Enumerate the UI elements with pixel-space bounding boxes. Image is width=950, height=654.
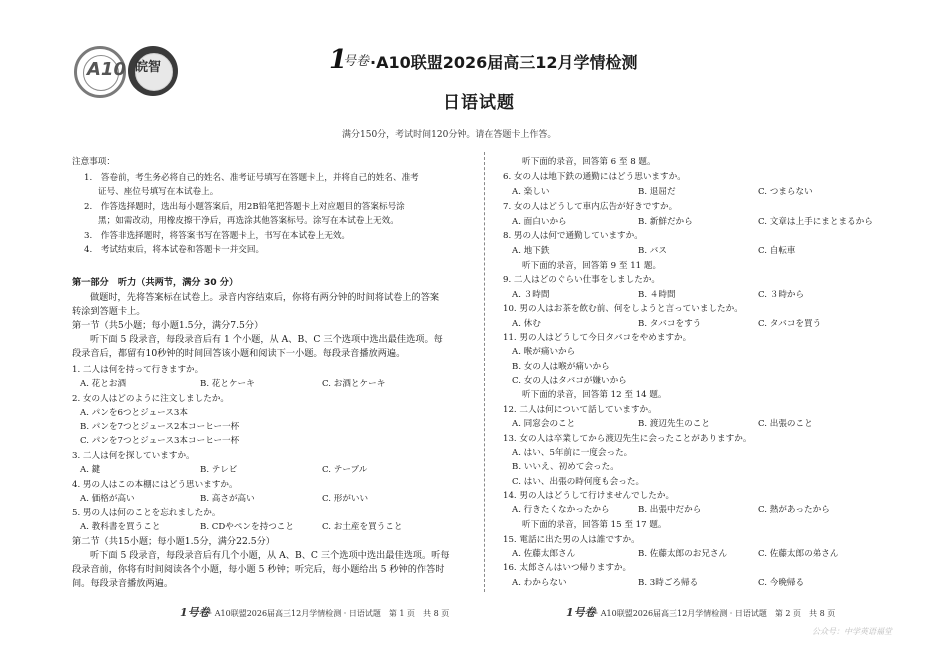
option-16a: A. わからない	[512, 578, 567, 588]
question-14: 14. 男の人はどうして行けませんでしたか。	[503, 491, 675, 501]
listen-instruction-9-11: 听下面的录音，回答第 9 至 11 题。	[522, 261, 662, 271]
option-7b: B. 新鮮だから	[638, 217, 693, 227]
option-10c: C. タバコを買う	[758, 319, 822, 329]
notes-heading: 注意事项：	[72, 157, 115, 167]
option-2b: B. パンを7つとジュース2本コーヒー一杯	[80, 422, 240, 432]
part1-heading: 第一部分 听力（共两节，满分 30 分）	[72, 277, 239, 288]
section2-heading: 第二节（共15小题；每小题1.5分，满分22.5分）	[72, 536, 275, 547]
footer-right	[566, 604, 835, 620]
question-9: 9. 二人はどのぐらい仕事をしましたか。	[503, 275, 661, 285]
option-4a: A. 価格が高い	[80, 494, 135, 504]
part1-intro-line: 做题时，先将答案标在试卷上。录音内容结束后，你将有两分钟的时间将试卷上的答案	[90, 292, 440, 303]
brand-logo-mark: 1	[329, 45, 348, 75]
option-3b: B. テレビ	[200, 465, 238, 475]
option-14a: A. 行きたくなかったから	[512, 505, 610, 515]
option-10b: B. タバコをすう	[638, 319, 702, 329]
question-12: 12. 二人は何について話していますか。	[503, 405, 657, 415]
section1-heading: 第一节（共5小题；每小题1.5分，满分7.5分）	[72, 320, 264, 331]
footer-right-brand: 1号卷	[566, 606, 596, 619]
section2-intro-line: 段录音前，你将有时间阅读各个小题，每小题 5 秒钟；听完后，每小题给出 5 秒钟的作答时	[72, 564, 445, 575]
option-6a: A. 楽しい	[512, 187, 550, 197]
option-11a: A. 喉が痛いから	[512, 347, 576, 357]
option-16c: C. 今晩帰る	[758, 578, 805, 588]
notes-line: 黑；如需改动，用橡皮擦干净后，再选涂其他答案标号。涂写在本试卷上无效。	[98, 216, 399, 226]
option-15c: C. 佐藤太郎の弟さん	[758, 549, 839, 559]
wanzhi-education-seal-logo	[128, 46, 178, 96]
question-1: 1. 二人は何を持って行きますか。	[72, 365, 204, 375]
option-4c: C. 形がいい	[322, 494, 369, 504]
question-6: 6. 女の人は地下鉄の通勤にはどう思いますか。	[503, 172, 686, 182]
option-14c: C. 熱があったから	[758, 505, 830, 515]
brand-logo	[329, 45, 371, 75]
option-9a: A. ３時間	[512, 290, 550, 300]
column-divider	[484, 152, 485, 592]
alliance-seal-mark: A10	[87, 59, 126, 80]
option-15a: A. 佐藤太郎さん	[512, 549, 576, 559]
notes-line: 4. 考试结束后，将本试卷和答题卡一并交回。	[84, 245, 265, 255]
option-16b: B. 3時ごろ帰る	[638, 578, 699, 588]
brand-logo-text: 号卷	[343, 54, 370, 69]
option-2a: A. パンを6つとジュース3本	[80, 408, 188, 418]
question-11: 11. 男の人はどうして今日タバコをやめますか。	[503, 333, 692, 343]
wanzhi-seal-mark: 皖智	[135, 60, 162, 75]
footer-right-text: · A10联盟2026届高三12月学情检测 · 日语试题 第 2 页 共 8 页	[595, 609, 836, 618]
option-8c: C. 自転車	[758, 246, 796, 256]
option-10a: A. 休む	[512, 319, 541, 329]
option-15b: B. 佐藤太郎のお兄さん	[638, 549, 728, 559]
question-8: 8. 男の人は何で通勤していますか。	[503, 231, 643, 241]
option-8b: B. バス	[638, 246, 667, 256]
notes-line: 1. 答卷前，考生务必将自己的姓名、准考证号填写在答题卡上，并将自己的姓名、准考	[84, 173, 419, 183]
listen-instruction-15-17: 听下面的录音，回答第 15 至 17 题。	[522, 520, 667, 530]
option-7c: C. 文章は上手にまとまるから	[758, 217, 873, 227]
option-9b: B. ４時間	[638, 290, 676, 300]
question-15: 15. 電話に出た男の人は誰ですか。	[503, 535, 640, 545]
section2-intro-line: 听下面 5 段录音，每段录音后有几个小题，从 A、B、C 三个选项中选出最佳选项。听每	[90, 550, 450, 561]
exam-intro: 满分150分，考试时间120分钟。请在答题卡上作答。	[342, 130, 557, 140]
footer-left-text: · A10联盟2026届高三12月学情检测 · 日语试题 第 1 页 共 8 页	[209, 609, 450, 618]
footer-left-brand: 1号卷	[180, 606, 210, 619]
footer-left	[180, 604, 449, 620]
section2-intro-line: 间。每段录音播放两遍。	[72, 578, 174, 589]
notes-line: 证号、座位号填写在本试卷上。	[98, 187, 219, 197]
question-3: 3. 二人は何を探していますか。	[72, 451, 195, 461]
question-5: 5. 男の人は何のことを忘れましたか。	[72, 508, 221, 518]
part1-intro-line: 转涂到答题卡上。	[72, 306, 146, 317]
option-12c: C. 出張のこと	[758, 419, 813, 429]
option-14b: B. 出張中だから	[638, 505, 702, 515]
option-5a: A. 教科書を買うこと	[80, 522, 161, 532]
option-1b: B. 花とケーキ	[200, 379, 255, 389]
option-13b: B. いいえ、初めて会った。	[512, 462, 619, 472]
option-12b: B. 渡辺先生のこと	[638, 419, 710, 429]
option-3a: A. 鍵	[80, 465, 101, 475]
option-2c: C. パンを7つとジュース3本コーヒー一杯	[80, 436, 240, 446]
option-8a: A. 地下鉄	[512, 246, 550, 256]
section1-intro-line: 段录音后，都留有10秒钟的时间回答该小题和阅读下一小题。每段录音播放两遍。	[72, 348, 406, 359]
listen-instruction-6-8: 听下面的录音，回答第 6 至 8 题。	[522, 157, 656, 167]
notes-line: 2. 作答选择题时，选出每小题答案后，用2B铅笔把答题卡上对应题目的答案标号涂	[84, 202, 405, 212]
alliance-seal-logo	[74, 46, 126, 98]
question-2: 2. 女の人はどのように注文しましたか。	[72, 394, 230, 404]
option-12a: A. 同窓会のこと	[512, 419, 576, 429]
option-6c: C. つまらない	[758, 187, 813, 197]
notes-line: 3. 作答非选择题时，将答案书写在答题卡上，书写在本试卷上无效。	[84, 231, 351, 241]
question-4: 4. 男の人はこの本棚にはどう思いますか。	[72, 480, 238, 490]
option-6b: B. 退屈だ	[638, 187, 676, 197]
listen-instruction-12-14: 听下面的录音，回答第 12 至 14 题。	[522, 390, 667, 400]
option-1c: C. お酒とケーキ	[322, 379, 386, 389]
option-1a: A. 花とお酒	[80, 379, 127, 389]
option-13a: A. はい、5年前に一度会った。	[512, 448, 633, 458]
option-11b: B. 女の人は喉が痛いから	[512, 362, 610, 372]
question-7: 7. 女の人はどうして車内広告が好きですか。	[503, 202, 678, 212]
option-9c: C. ３時から	[758, 290, 805, 300]
exam-title: ·A10联盟2026届高三12月学情检测	[370, 53, 638, 72]
option-7a: A. 面白いから	[512, 217, 567, 227]
question-13: 13. 女の人は卒業してから渡辺先生に会ったことがありますか。	[503, 434, 752, 444]
exam-subtitle: 日语试题	[443, 93, 515, 113]
option-5c: C. お土産を買うこと	[322, 522, 403, 532]
option-4b: B. 高さが高い	[200, 494, 255, 504]
watermark: 公众号：中学英语福堂	[812, 627, 892, 636]
option-3c: C. テーブル	[322, 465, 368, 475]
option-11c: C. 女の人はタバコが嫌いから	[512, 376, 627, 386]
question-16: 16. 太郎さんはいつ帰りますか。	[503, 563, 632, 573]
section1-intro-line: 听下面 5 段录音，每段录音后有 1 个小题，从 A、B、C 三个选项中选出最佳选项。每	[90, 334, 443, 345]
question-10: 10. 男の人はお茶を飲む前、何をしようと言っていましたか。	[503, 304, 743, 314]
option-13c: C. はい、出張の時何度も会った。	[512, 477, 645, 487]
option-5b: B. CDやペンを持つこと	[200, 522, 294, 532]
